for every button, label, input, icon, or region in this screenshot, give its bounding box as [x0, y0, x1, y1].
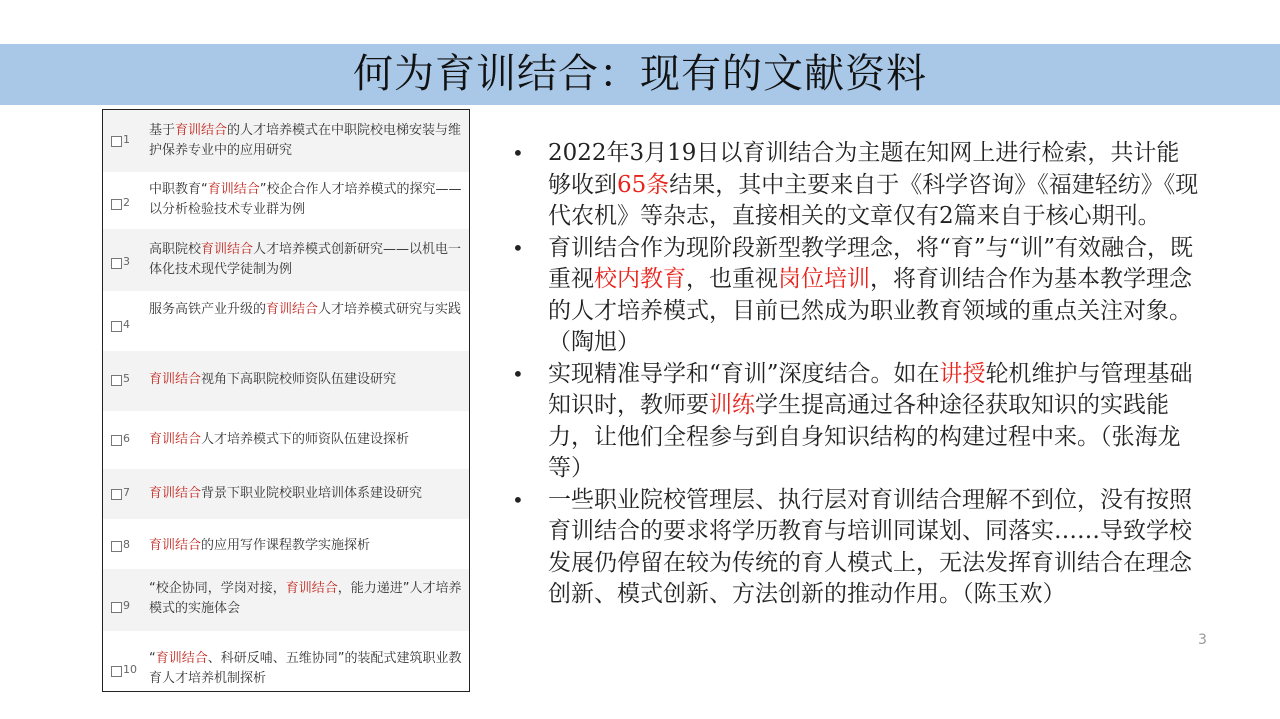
result-number: 5 — [123, 372, 130, 385]
result-number: 3 — [123, 255, 130, 268]
search-results-panel — [102, 109, 470, 692]
title-bar — [0, 44, 1280, 105]
result-title[interactable]: 育训结合的应用写作课程教学实施探析 — [149, 538, 371, 553]
result-number: 7 — [123, 486, 130, 499]
result-number: 8 — [123, 538, 130, 551]
result-title[interactable]: 服务高铁产业升级的育训结合人才培养模式研究与实践 — [149, 302, 462, 317]
page-number: 3 — [1198, 632, 1207, 648]
bullet-list — [512, 138, 1202, 611]
result-title[interactable]: 高职院校育训结合人才培养模式创新研究——以机电一体化技术现代学徒制为例 — [149, 242, 462, 277]
bullet-dot-icon: • — [512, 235, 524, 260]
checkbox[interactable] — [111, 375, 122, 386]
result-title[interactable]: 基于育训结合的人才培养模式在中职院校电梯安装与维护保养专业中的应用研究 — [149, 123, 462, 158]
bullet-dot-icon: • — [512, 487, 524, 512]
result-row[interactable] — [103, 411, 469, 469]
checkbox[interactable] — [111, 435, 122, 446]
bullet-item: • 育训结合作为现阶段新型教学理念，将“育”与“训”有效融合，既重视校内教育，也重视岗位培训，将育训结合作为基本教学理念的人才培养模式，目前已然成为职业教育领域的重点关注对象。（陶旭） — [512, 234, 1194, 355]
result-number: 1 — [123, 133, 130, 146]
bullet-item: • 2022年3月19日以育训结合为主题在知网上进行检索，共计能够收到65条结果，其中主要来自于《科学咨询》《福建轻纺》《现代农机》等杂志，直接相关的文章仅有2篇来自于核心期刊。 — [512, 140, 1199, 229]
result-title[interactable]: 育训结合人才培养模式下的师资队伍建设探析 — [149, 432, 410, 447]
result-row[interactable] — [103, 110, 469, 172]
checkbox[interactable] — [111, 541, 122, 552]
checkbox[interactable] — [111, 666, 122, 677]
result-number: 10 — [123, 663, 137, 676]
checkbox[interactable] — [111, 489, 122, 500]
result-title[interactable]: 中职教育“育训结合”校企合作人才培养模式的探究——以分析检验技术专业群为例 — [149, 182, 462, 217]
result-title[interactable]: “校企协同，学岗对接，育训结合，能力递进”人才培养模式的实施体会 — [149, 581, 462, 616]
result-row[interactable] — [103, 229, 469, 291]
bullet-item: • 实现精准导学和“育训”深度结合。如在讲授轮机维护与管理基础知识时，教师要训练学生提高通过各种途径获取知识的实践能力，让他们全程参与到自身知识结构的构建过程中来。（张海龙等） — [512, 360, 1193, 481]
result-row[interactable] — [103, 519, 469, 569]
bullet-dot-icon: • — [512, 361, 524, 386]
checkbox[interactable] — [111, 258, 122, 269]
result-number: 4 — [123, 318, 130, 331]
result-row[interactable] — [103, 172, 469, 229]
checkbox[interactable] — [111, 199, 122, 210]
bullet-dot-icon: • — [512, 141, 524, 165]
checkbox[interactable] — [111, 136, 122, 147]
result-number: 2 — [123, 196, 130, 209]
checkbox[interactable] — [111, 321, 122, 332]
result-number: 6 — [123, 432, 130, 445]
result-row[interactable] — [103, 291, 469, 351]
result-row[interactable] — [103, 351, 469, 411]
bullet-item: • 一些职业院校管理层、执行层对育训结合理解不到位，没有按照育训结合的要求将学历教育与培训同谋划、同落实……导致学校发展仍停留在较为传统的育人模式上，无法发挥育训结合在理念创新、模式创新、方法创新的推动作用。（陈玉欢） — [512, 486, 1192, 607]
result-title[interactable]: 育训结合视角下高职院校师资队伍建设研究 — [149, 372, 397, 387]
result-title[interactable]: “育训结合、科研反哺、五维协同”的装配式建筑职业教育人才培养机制探析 — [149, 651, 462, 686]
result-number: 9 — [123, 599, 130, 612]
result-row[interactable] — [103, 469, 469, 519]
result-row[interactable] — [103, 569, 469, 631]
result-title[interactable]: 育训结合背景下职业院校职业培训体系建设研究 — [149, 486, 423, 501]
slide-title: 何为育训结合：现有的文献资料 — [353, 51, 927, 97]
result-row[interactable] — [103, 631, 469, 691]
checkbox[interactable] — [111, 602, 122, 613]
